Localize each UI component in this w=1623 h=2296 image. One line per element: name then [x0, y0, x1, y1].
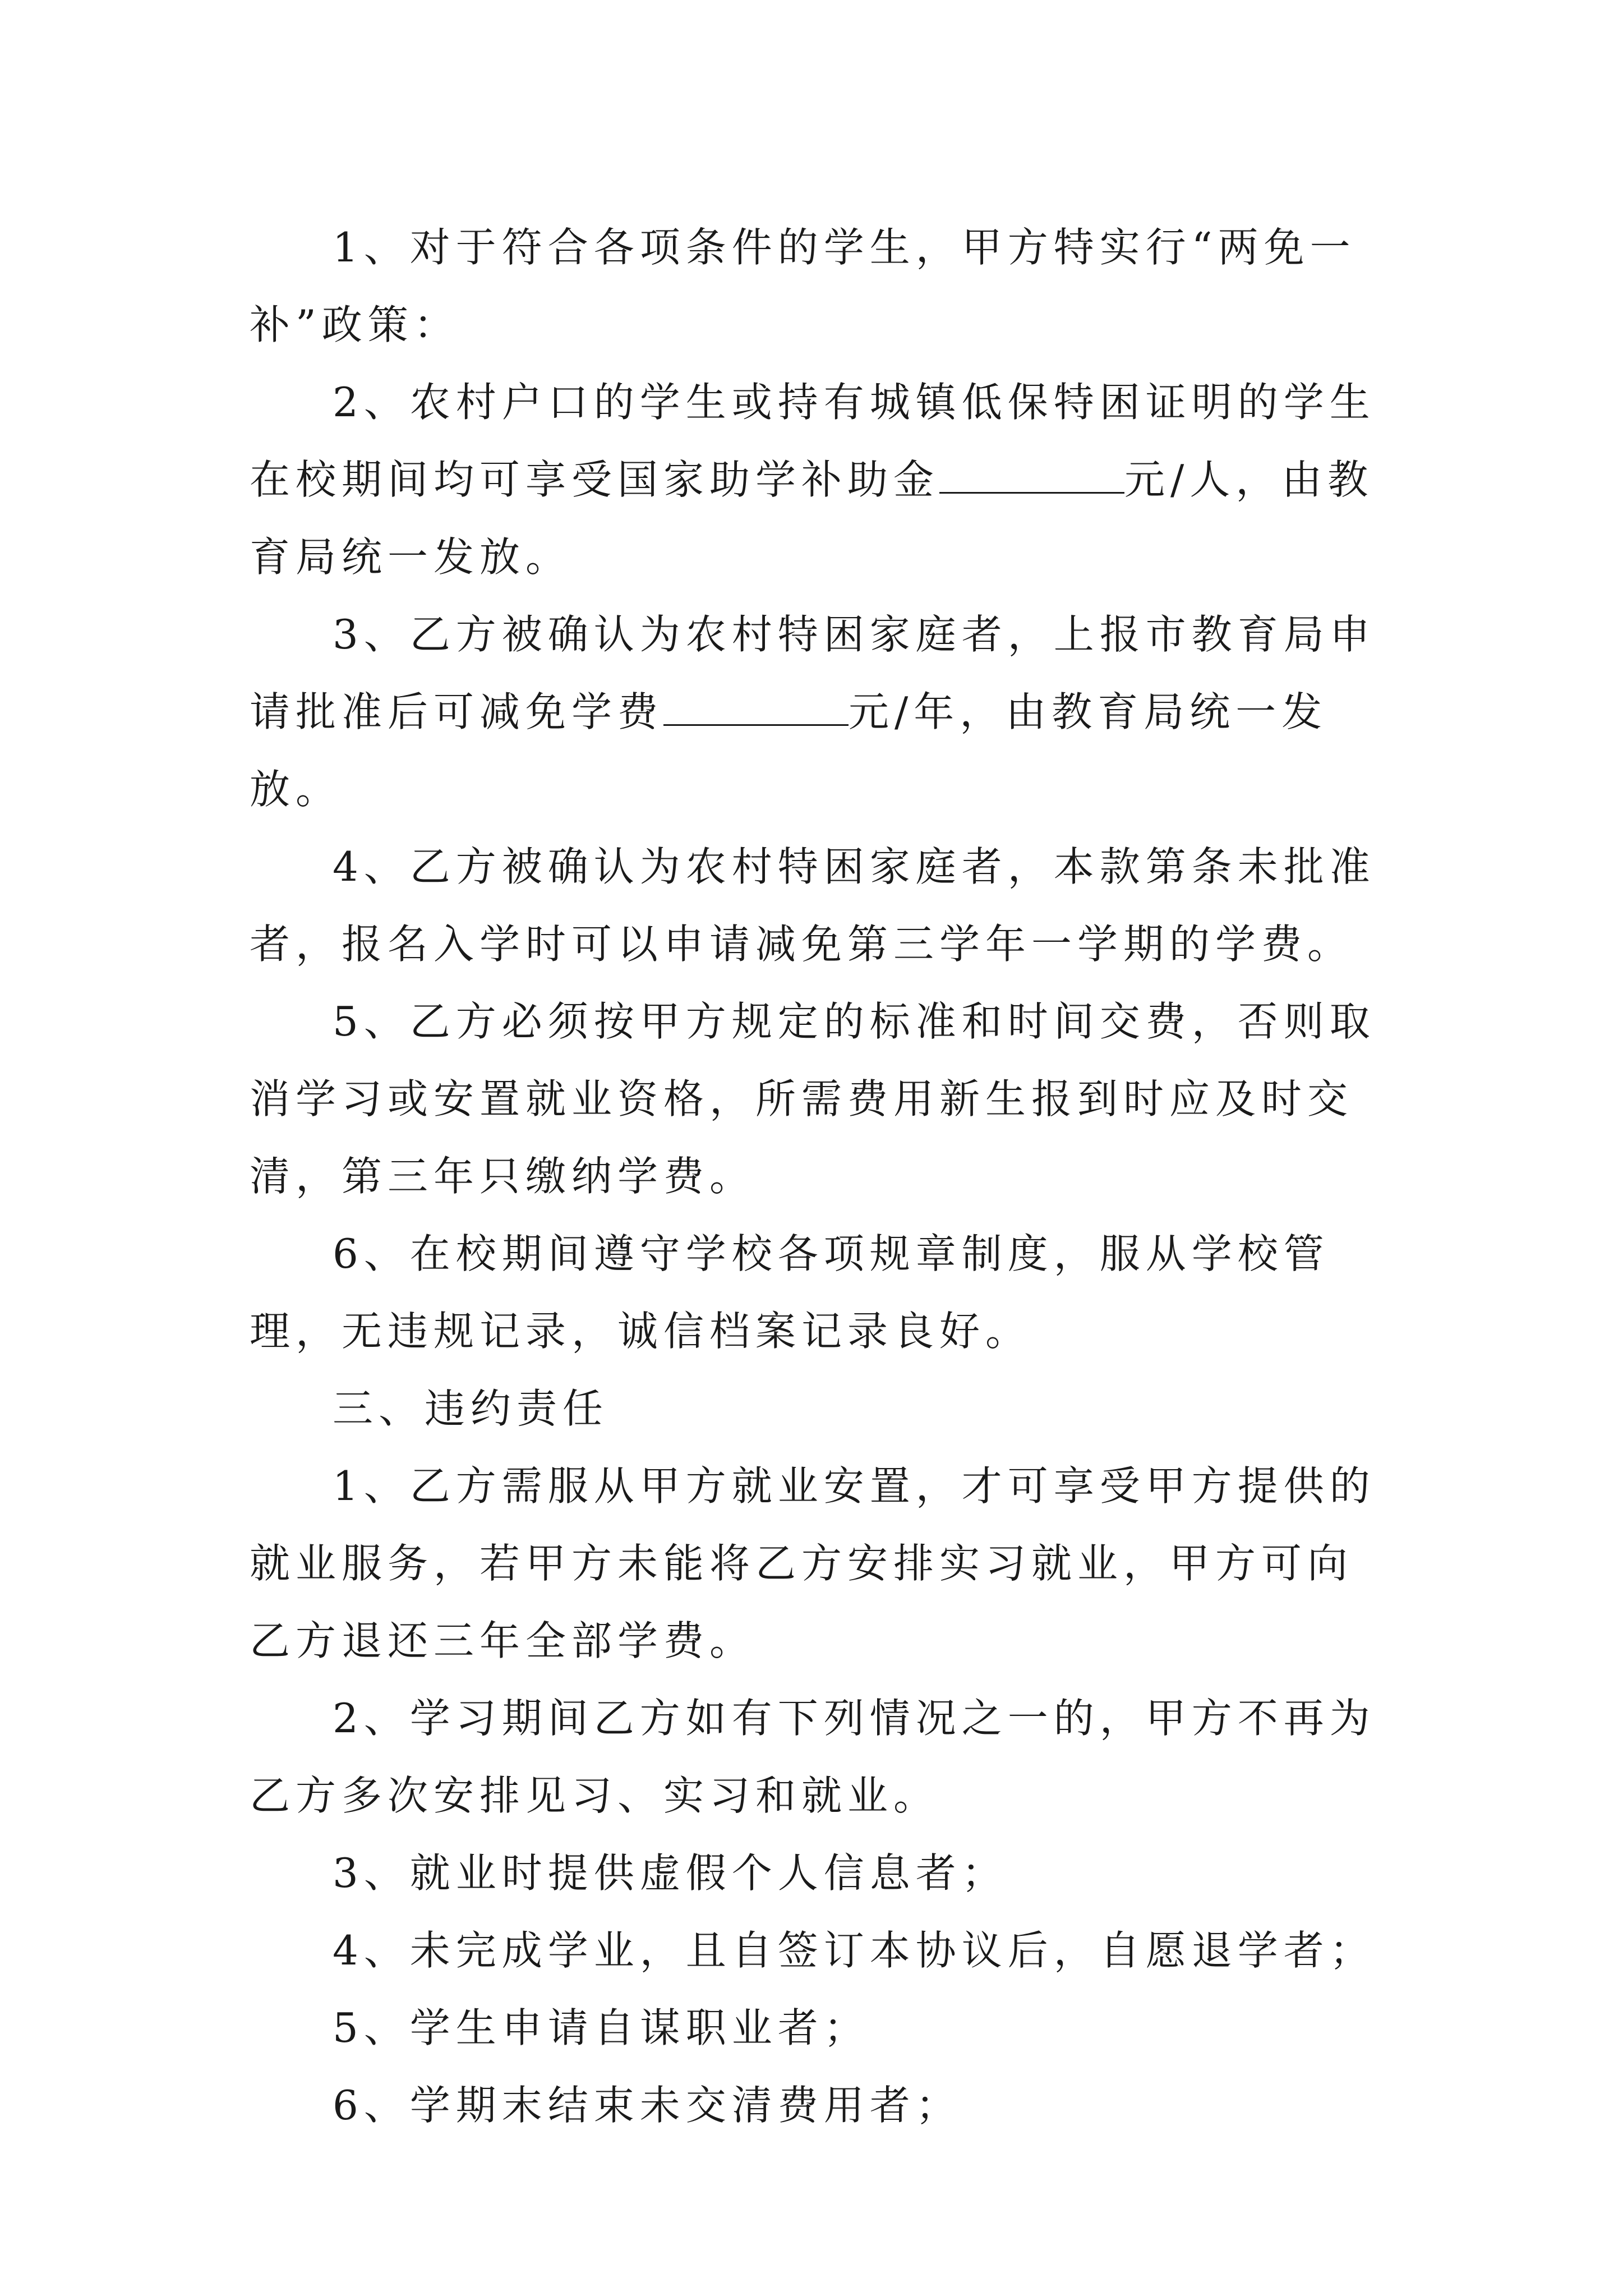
list-item-unpaid-fees: 6、学期末结束未交清费用者；: [333, 2082, 962, 2129]
fill-in-blank-tuition-amount: [663, 691, 849, 726]
paragraph-text: 元/人，由教育局统一发放。: [250, 456, 1374, 581]
document-body: [250, 209, 1377, 2144]
paragraph-school-rules: 6、在校期间遵守学校各项规章制度，服从学校管理，无违规记录，诚信档案记录良好。: [250, 1230, 1330, 1355]
paragraph-third-year-reduction: 4、乙方被确认为农村特困家庭者，本款第条未批准者，报名入学时可以申请减免第三学年一学期的学费。: [250, 843, 1376, 968]
paragraph-tuition-reduction: [250, 596, 1377, 828]
list-item-voluntary-dropout: 4、未完成学业，且自签订本协议后，自愿退学者；: [333, 1927, 1376, 1974]
fill-in-blank-subsidy-amount: [939, 458, 1124, 494]
paragraph-employment-placement: 1、乙方需服从甲方就业安置，才可享受甲方提供的就业服务，若甲方未能将乙方安排实习就业，甲方可向乙方退还三年全部学费。: [250, 1462, 1376, 1664]
paragraph-text: 元/年，由教育局统一发放。: [250, 688, 1328, 813]
section-heading-breach-liability: 三、违约责任: [333, 1385, 609, 1432]
list-item-self-employment: 5、学生申请自谋职业者；: [333, 2004, 870, 2051]
paragraph-text: 3、乙方被确认为农村特困家庭者，上报市教育局申请批准后可减免学费: [250, 611, 1376, 735]
list-item-false-information: 3、就业时提供虚假个人信息者；: [333, 1849, 1008, 1897]
paragraph-fee-payment: 5、乙方必须按甲方规定的标准和时间交费，否则取消学习或安置就业资格，所需费用新生报到时应及时交清，第三年只缴纳学费。: [250, 998, 1376, 1200]
paragraph-disqualification: 2、学习期间乙方如有下列情况之一的，甲方不再为乙方多次安排见习、实习和就业。: [250, 1695, 1376, 1819]
paragraph-state-subsidy: [250, 364, 1377, 596]
paragraph-two-exemptions-policy: 1、对于符合各项条件的学生，甲方特实行“两免一补”政策：: [250, 224, 1356, 348]
paragraph-text: 2、农村户口的学生或持有城镇低保特困证明的学生在校期间均可享受国家助学补助金: [250, 379, 1376, 503]
